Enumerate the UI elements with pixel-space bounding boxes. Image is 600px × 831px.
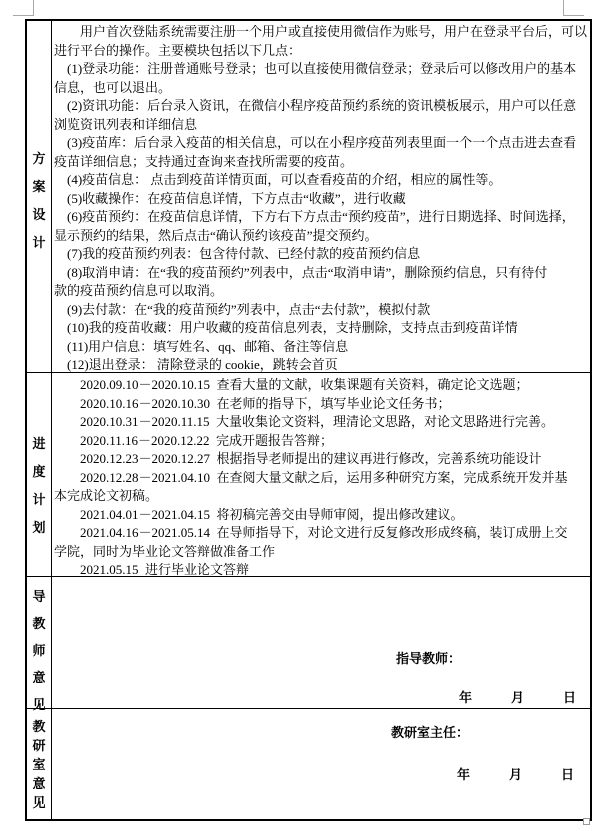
section-label-advisor-opinion <box>27 577 52 712</box>
text-line: (5)收藏操作：在疫苗信息详情，下方点击“收藏”，进行收藏 <box>54 190 406 206</box>
label-char: 划 <box>32 520 46 535</box>
advisor-signature-label: 指导教师： <box>396 651 462 666</box>
text-line: 疫苗详细信息；支持通过查询来查找所需要的疫苗。 <box>54 153 354 169</box>
text-line: (10)我的疫苗收藏：用户收藏的疫苗信息列表，支持删除，支持点击到疫苗详情 <box>54 320 518 335</box>
label-char: 见 <box>32 697 46 712</box>
label-char: 师 <box>32 643 46 658</box>
cropmark-top-right-icon <box>563 15 584 16</box>
text-line: 2021.05.15 进行毕业论文答辩 <box>54 562 250 576</box>
text-line: 2020.11.16－2020.12.22 完成开题报告答辩； <box>54 432 334 448</box>
progress-plan-content <box>52 373 590 576</box>
text-line: 本完成论文初稿。 <box>54 488 159 503</box>
label-char: 设 <box>32 207 46 222</box>
advisor-date-placeholder: 年 月 日 <box>459 690 577 705</box>
section-advisor-opinion <box>27 576 590 712</box>
text-line: (4)疫苗信息： 点击到疫苗详情页面，可以查看疫苗的介绍，相应的属性等。 <box>54 172 502 187</box>
label-char: 案 <box>32 179 46 194</box>
teaching-office-date-placeholder: 年 月 日 <box>457 767 575 782</box>
section-teaching-office-opinion <box>27 708 590 819</box>
section-label-teaching-office-opinion <box>27 709 52 819</box>
cropmark-top-right-icon <box>563 0 564 15</box>
label-char: 室 <box>32 757 46 772</box>
text-line: (8)取消申请：在“我的疫苗预约”列表中，点击“取消申请”，删除预约信息，只有待付 <box>54 264 548 280</box>
text-line: (11)用户信息：填写姓名、qq、邮箱、备注等信息 <box>54 338 349 354</box>
text-line: 2020.10.31－2020.11.15 大量收集论文资料，理清论文思路，对论文思路进行完善。 <box>54 414 555 429</box>
label-char: 教 <box>32 719 46 734</box>
label-char: 计 <box>32 235 46 250</box>
text-line: 进行平台的操作。主要模块包括以下几点： <box>54 42 302 58</box>
label-char: 导 <box>32 589 46 604</box>
text-line: (9)去付款：在“我的疫苗预约”列表中，点击“去付款”，模拟付款 <box>54 301 431 317</box>
text-line: 款的疫苗预约信息可以取消。 <box>54 283 224 298</box>
text-line: 2020.10.16－2020.10.30 在老师的指导下，填写毕业论文任务书； <box>54 395 451 411</box>
section-label-scheme-design <box>27 21 52 372</box>
scheme-design-content <box>52 21 590 372</box>
text-line: 2021.04.01－2021.04.15 将初稿完善交由导师审阅，提出修改建议。 <box>54 506 464 522</box>
cropmark-top-left-icon <box>13 15 34 16</box>
text-line: 学院，同时为毕业论文答辩做准备工作 <box>54 543 276 559</box>
text-line: 2020.12.28－2021.04.10 在查阅大量文献之后，运用多种研究方案，完成系统开发并基 <box>54 469 568 485</box>
advisor-opinion-content <box>52 577 590 708</box>
table-resize-handle[interactable] <box>583 818 590 825</box>
section-label-progress-plan <box>27 373 52 576</box>
cropmark-top-left-icon <box>33 0 34 15</box>
text-line: 信息，也可以退出。 <box>54 79 172 95</box>
text-line: (12)退出登录： 清除登录的 cookie，跳转会首页 <box>54 357 338 372</box>
text-line: 浏览资讯列表和详细信息 <box>54 116 198 132</box>
section-scheme-design <box>27 21 590 372</box>
label-char: 方 <box>32 151 46 166</box>
label-char: 教 <box>32 616 46 631</box>
text-line: 显示预约的结果，然后点击“确认预约该疫苗”提交预约。 <box>54 227 378 243</box>
label-char: 意 <box>32 776 46 791</box>
label-char: 见 <box>32 795 46 810</box>
section-progress-plan <box>27 372 590 576</box>
text-line: 用户首次登陆系统需要注册一个用户或直接使用微信作为账号，用户在登录平台后，可以 <box>54 24 588 39</box>
text-line: (6)疫苗预约：在疫苗信息详情，下方右下方点击“预约疫苗”，进行日期选择、时间选择， <box>54 209 575 224</box>
text-line: 2020.09.10－2020.10.15 查看大量的文献，收集课题有关资料，确定论文选题； <box>54 377 529 392</box>
text-line: 2021.04.16－2021.05.14 在导师指导下，对论文进行反复修改形成终稿，装订成册上交 <box>54 525 568 540</box>
text-line: (2)资讯功能：后台录入资讯，在微信小程序疫苗预约系统的资讯模板展示，用户可以任意 <box>54 98 577 113</box>
label-char: 研 <box>32 738 46 753</box>
text-line: (7)我的疫苗预约列表：包含待付款、已经付款的疫苗预约信息 <box>54 246 421 261</box>
label-char: 计 <box>32 492 46 507</box>
text-line: (1)登录功能：注册普通账号登录；也可以直接使用微信登录；登录后可以修改用户的基本 <box>54 61 577 76</box>
label-char: 度 <box>32 464 46 479</box>
text-line: 2020.12.23－2020.12.27 根据指导老师提出的建议再进行修改，完善系统功能设计 <box>54 451 542 466</box>
label-char: 意 <box>32 670 46 685</box>
proposal-form-table <box>25 19 592 821</box>
text-line: (3)疫苗库：后台录入疫苗的相关信息，可以在小程序疫苗列表里面一个一个点击进去查看 <box>54 135 577 150</box>
label-char: 进 <box>32 436 46 451</box>
teaching-office-opinion-content <box>52 709 590 819</box>
teaching-office-signature-label: 教研室主任： <box>391 725 470 740</box>
